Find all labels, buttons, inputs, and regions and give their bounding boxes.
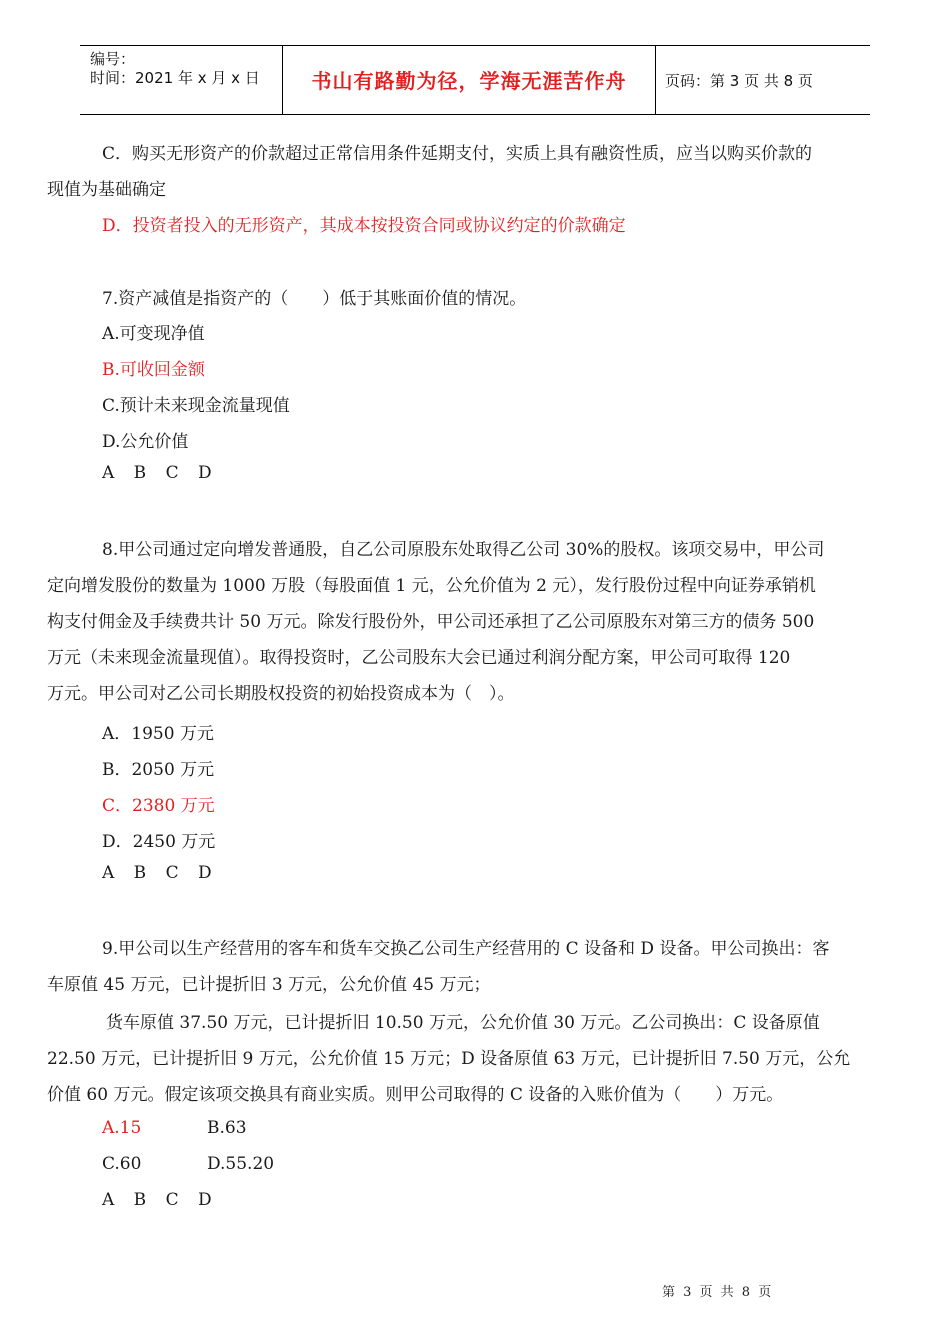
q8-option-a: A．1950 万元 (102, 724, 214, 744)
q8-choices: A B C D (102, 863, 212, 883)
q7-option-b-answer: B.可收回金额 (102, 360, 205, 380)
q8-stem-line2: 定向增发股份的数量为 1000 万股（每股面值 1 元，公允价值为 2 元），发行股份过程中向证券承销机 (47, 576, 816, 596)
q7-option-a: A.可变现净值 (102, 324, 205, 344)
q7-option-d: D.公允价值 (102, 432, 189, 452)
q8-option-d: D．2450 万元 (102, 832, 216, 852)
q8-option-b: B．2050 万元 (102, 760, 215, 780)
header-divider-right (655, 46, 656, 114)
header-page-label: 页码：第 3 页 共 8 页 (665, 72, 813, 90)
q7-stem: 7.资产减值是指资产的（ ）低于其账面价值的情况。 (102, 289, 527, 309)
q6-option-c-line2: 现值为基础确定 (47, 180, 166, 200)
q8-stem-line1: 8.甲公司通过定向增发普通股，自乙公司原股东处取得乙公司 30%的股权。该项交易中，甲公司 (102, 540, 825, 560)
q8-stem-line3: 构支付佣金及手续费共计 50 万元。除发行股份外，甲公司还承担了乙公司原股东对第三方的债务 500 (47, 612, 815, 632)
q9-stem-line2: 车原值 45 万元，已计提折旧 3 万元，公允价值 45 万元； (47, 975, 491, 995)
q9-option-b: B.63 (207, 1118, 247, 1138)
q8-stem-line5: 万元。甲公司对乙公司长期股权投资的初始投资成本为（ ）。 (47, 684, 515, 704)
q9-stem-line4: 22.50 万元，已计提折旧 9 万元，公允价值 15 万元；D 设备原值 63 万元，已计提折旧 7.50 万元，公允 (47, 1049, 851, 1069)
q8-option-c-answer: C．2380 万元 (102, 796, 215, 816)
header-meta (90, 50, 260, 88)
q9-choices: A B C D (102, 1190, 212, 1210)
q9-option-a-answer: A.15 (102, 1118, 142, 1138)
q9-option-d: D.55.20 (207, 1154, 275, 1174)
header-time-label: 时间：2021 年 x 月 x 日 (90, 69, 260, 87)
q9-stem-line1: 9.甲公司以生产经营用的客车和货车交换乙公司生产经营用的 C 设备和 D 设备。甲公司换出：客 (102, 939, 830, 959)
q6-option-d-answer: D．投资者投入的无形资产，其成本按投资合同或协议约定的价款确定 (102, 216, 626, 236)
q6-option-c-line1: C．购买无形资产的价款超过正常信用条件延期支付，实质上具有融资性质，应当以购买价款的 (102, 144, 813, 164)
q9-option-c: C.60 (102, 1154, 142, 1174)
q9-stem-line3: 货车原值 37.50 万元，已计提折旧 10.50 万元，公允价值 30 万元。乙公司换出：C 设备原值 (106, 1013, 820, 1033)
page-footer: 第 3 页 共 8 页 (662, 1285, 772, 1300)
q7-choices: A B C D (102, 463, 212, 483)
page-header (80, 45, 870, 115)
header-motto: 书山有路勤为径，学海无涯苦作舟 (311, 69, 627, 93)
q9-stem-line5: 价值 60 万元。假定该项交换具有商业实质。则甲公司取得的 C 设备的入账价值为（ ）万元。 (47, 1085, 784, 1105)
header-number-label: 编号： (90, 50, 136, 68)
q8-stem-line4: 万元（未来现金流量现值）。取得投资时，乙公司股东大会已通过利润分配方案，甲公司可取得 120 (47, 648, 791, 668)
q7-option-c: C.预计未来现金流量现值 (102, 396, 290, 416)
